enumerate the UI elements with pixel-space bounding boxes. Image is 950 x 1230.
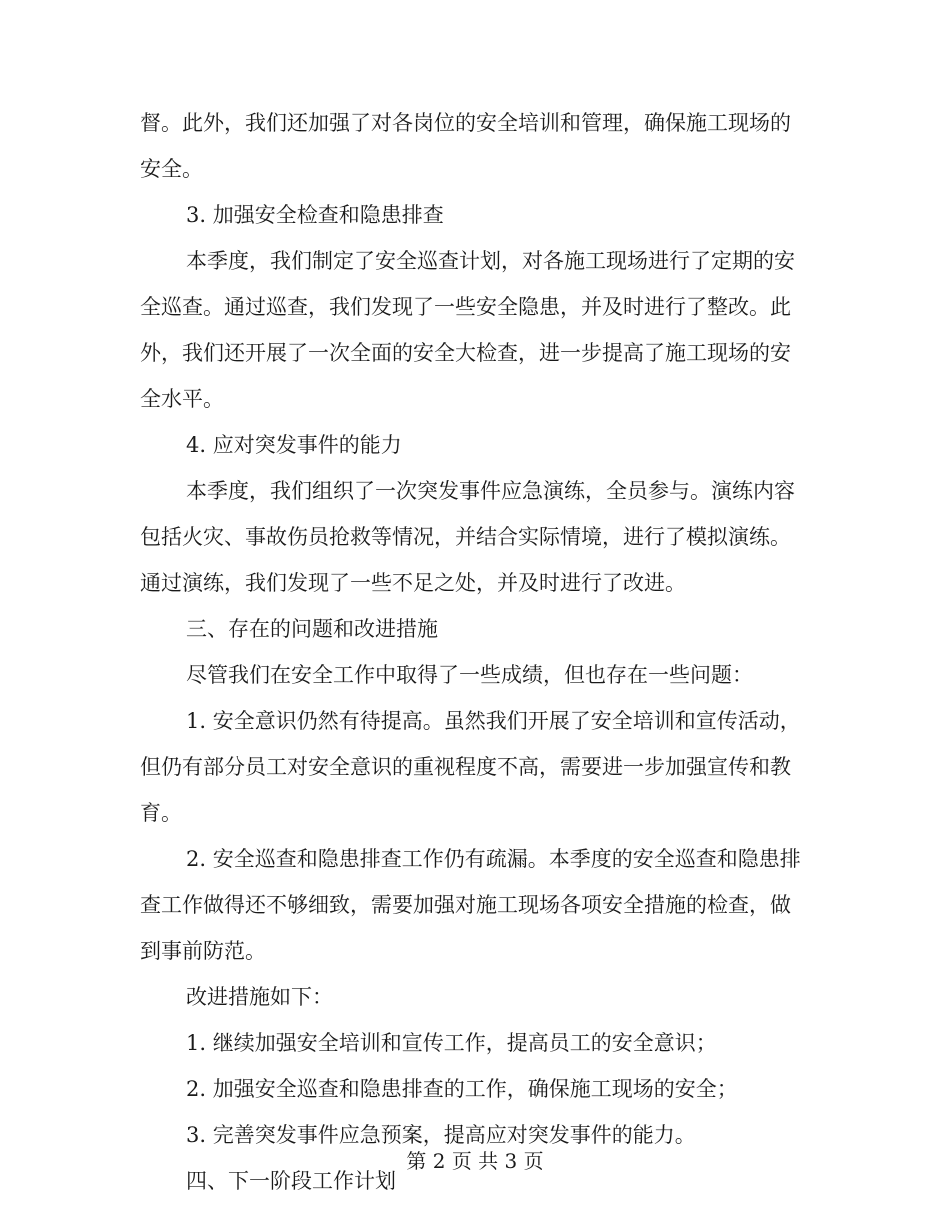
list-item: 2. 安全巡查和隐患排查工作仍有疏漏。本季度的安全巡查和隐患排查工作做得还不够细致，需要加强对施工现场各项安全措施的检查，做到事前防范。 <box>140 847 801 963</box>
chapter-heading: 四、下一阶段工作计划 <box>186 1169 396 1193</box>
paragraph: 督。此外，我们还加强了对各岗位的安全培训和管理，确保施工现场的安全。 <box>140 111 791 181</box>
paragraph: 本季度，我们组织了一次突发事件应急演练，全员参与。演练内容包括火灾、事故伤员抢救等情况，并结合实际情境，进行了模拟演练。通过演练，我们发现了一些不足之处，并及时进行了改进。 <box>140 479 795 595</box>
paragraph: 尽管我们在安全工作中取得了一些成绩，但也存在一些问题： <box>186 663 753 687</box>
chapter-heading: 三、存在的问题和改进措施 <box>186 617 438 641</box>
list-item: 1. 安全意识仍然有待提高。虽然我们开展了安全培训和宣传活动，但仍有部分员工对安全意识的重视程度不高，需要进一步加强宣传和教育。 <box>140 709 801 825</box>
list-item: 2. 加强安全巡查和隐患排查的工作，确保施工现场的安全； <box>186 1077 738 1101</box>
section-heading: 4. 应对突发事件的能力 <box>186 433 402 457</box>
list-item: 1. 继续加强安全培训和宣传工作，提高员工的安全意识； <box>186 1031 717 1055</box>
section-heading: 3. 加强安全检查和隐患排查 <box>186 203 444 227</box>
paragraph: 改进措施如下： <box>186 985 333 1009</box>
list-item: 3. 完善突发事件应急预案，提高应对突发事件的能力。 <box>186 1123 696 1147</box>
paragraph: 本季度，我们制定了安全巡查计划，对各施工现场进行了定期的安全巡查。通过巡查，我们发现了一些安全隐患，并及时进行了整改。此外，我们还开展了一次全面的安全大检查，进一步提高了施工现场的安全水平。 <box>140 249 795 411</box>
document-body <box>140 100 810 1204</box>
page-number-footer: 第 2 页 共 3 页 <box>406 1149 544 1173</box>
